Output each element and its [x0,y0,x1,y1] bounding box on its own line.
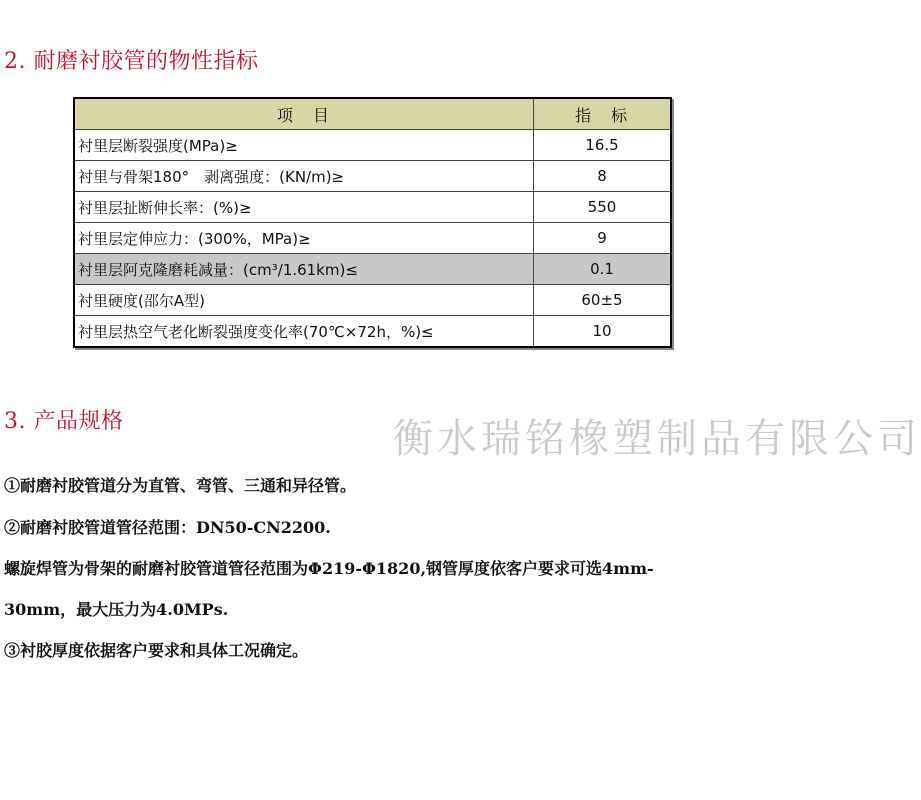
spec-paragraph: 30mm，最大压力为4.0MPs. [4,600,229,619]
row-value: 60±5 [534,285,672,316]
spec-paragraph: ①耐磨衬胶管道分为直管、弯管、三通和异径管。 [4,476,357,495]
row-item: 衬里与骨架180° 剥离强度：(KN/m)≥ [74,161,534,192]
table-row [74,316,671,348]
table-row [74,192,671,223]
row-item: 衬里层定伸应力：(300%，MPa)≥ [74,223,534,254]
table-row [74,130,671,161]
row-value: 550 [534,192,672,223]
spec-paragraph: 螺旋焊管为骨架的耐磨衬胶管道管径范围为Φ219-Φ1820,钢管厚度依客户要求可选4mm- [4,559,654,578]
section-2-heading: 2. 耐磨衬胶管的物性指标 [4,49,259,74]
row-value: 16.5 [534,130,672,161]
company-watermark: 衡水瑞铭橡塑制品有限公司 [393,416,921,462]
section-3-heading: 3. 产品规格 [4,409,124,434]
row-item: 衬里层阿克隆磨耗减量：(cm³/1.61km)≤ [74,254,534,285]
spec-paragraph: ②耐磨衬胶管道管径范围：DN50-CN2200. [4,518,331,537]
table-row [74,161,671,192]
table-row-highlighted [74,254,671,285]
row-item: 衬里硬度(邵尔A型) [74,285,534,316]
row-value: 9 [534,223,672,254]
spec-paragraph: ③衬胶厚度依据客户要求和具体工况确定。 [4,641,309,660]
table-header-row [74,98,671,130]
row-item: 衬里层热空气老化断裂强度变化率(70℃×72h，%)≤ [74,316,534,348]
header-item: 项 目 [74,98,534,130]
table-row [74,223,671,254]
table-row [74,285,671,316]
row-item: 衬里层扯断伸长率：(%)≥ [74,192,534,223]
header-value: 指 标 [534,98,672,130]
row-item: 衬里层断裂强度(MPa)≥ [74,130,534,161]
row-value: 8 [534,161,672,192]
row-value: 0.1 [534,254,672,285]
properties-table [73,97,672,348]
row-value: 10 [534,316,672,348]
